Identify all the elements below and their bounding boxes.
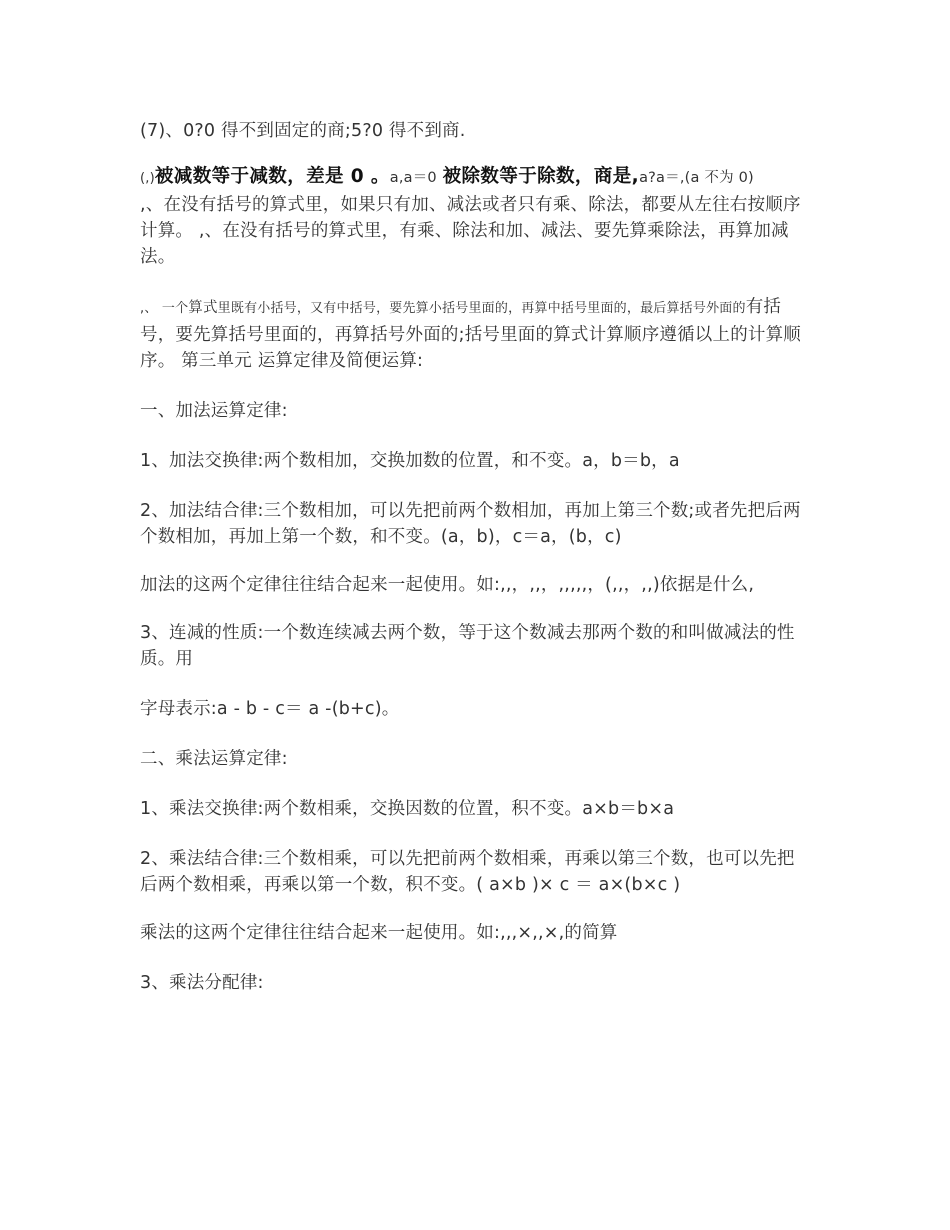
subtraction-formula: a,a＝0: [389, 170, 437, 186]
paragraph-multiplication-commutative: 1、乘法交换律:两个数相乘，交换因数的位置，积不变。a×b＝b×a: [140, 799, 675, 819]
paragraph-multiplication-associative: 2、乘法结合律:三个数相乘，可以先把前两个数相乘，再乘以第三个数，也可以先把后两个数相乘，再乘以第一个数，积不变。( a×b )× c ＝ a×(b×c ): [140, 849, 795, 895]
paragraph-subtraction-property: 3、连减的性质:一个数连续减去两个数，等于这个数减去那两个数的和叫做减法的性质。用: [140, 623, 795, 669]
heading-addition-laws: 一、加法运算定律:: [140, 401, 288, 421]
bracket-rule-small: 里既有小括号，又有中括号，要先算小括号里面的，再算中括号里面的，最后算括号外面的: [217, 301, 746, 316]
paragraph-operation-order: [140, 164, 812, 270]
division-rule: 被除数等于除数，商是,: [442, 166, 640, 187]
paragraph-distributive-law: 3、乘法分配律:: [140, 973, 264, 993]
paragraph-addition-combined: 加法的这两个定律往往结合起来一起使用。如:,,，,,，,,,,,，(,,，,,)依据是什么,: [140, 575, 755, 595]
heading-multiplication-laws: 二、乘法运算定律:: [140, 749, 288, 769]
paragraph-multiplication-combined: 乘法的这两个定律往往结合起来一起使用。如:,,,×,,×,的简算: [140, 923, 618, 943]
document-page: [140, 118, 812, 996]
paragraph-addition-associative: 2、加法结合律:三个数相加，可以先把前两个数相加，再加上第三个数;或者先把后两个数相加，再加上第一个数，和不变。(a，b)，c＝a，(b，c): [140, 501, 801, 547]
paragraph-addition-commutative: 1、加法交换律:两个数相加，交换加数的位置，和不变。a，b＝b，a: [140, 451, 680, 471]
subtraction-rule: 被减数等于减数，差是 0 。: [154, 166, 390, 187]
paragraph-subtraction-formula: 字母表示:a - b - c＝ a -(b+c)。: [140, 699, 400, 719]
bracket-term: 算式: [188, 300, 218, 316]
paragraph-marker: (,): [140, 171, 155, 186]
bracket-rule: 有括号，要先算括号里面的，再算括号外面的;括号里面的算式计算顺序遵循以上的计算顺序。 第三单元 运算定律及简便运算:: [140, 297, 801, 371]
bracket-marker: ,、 一个: [140, 301, 189, 316]
division-formula: a?a＝,(a 不为 0): [639, 170, 754, 186]
no-bracket-order-rules: ,、在没有括号的算式里，如果只有加、减法或者只有乘、除法，都要从左往右按顺序计算。 ,、在没有括号的算式里，有乘、除法和加、减法、要先算乘除法，再算加减法。: [140, 195, 801, 267]
paragraph-division-by-zero: (7)、0?0 得不到固定的商;5?0 得不到商.: [140, 121, 466, 141]
paragraph-bracket-order: [140, 294, 812, 374]
